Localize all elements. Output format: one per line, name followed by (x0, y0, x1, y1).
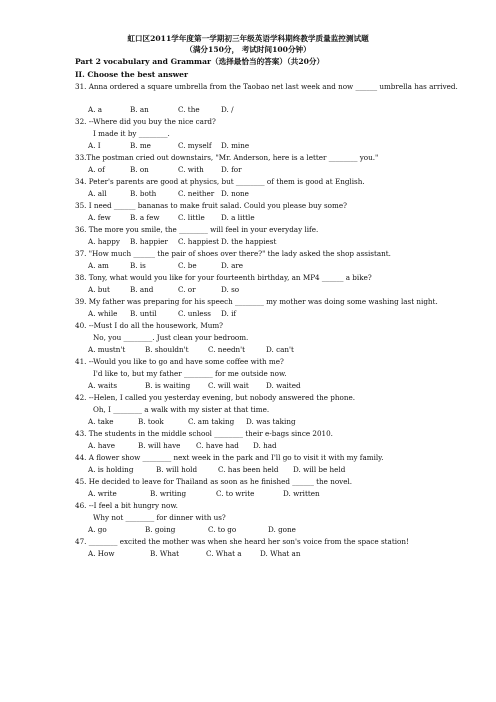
option-b[interactable]: B. and (130, 285, 154, 294)
question-33-stem: 33.The postman cried out downstairs, "Mr. Anderson, here is a letter ________ you." (75, 153, 379, 162)
question-45-stem: 45. He decided to leave for Thailand as soon as he finished ______ the novel. (75, 477, 353, 486)
question-42-stem: 42. --Helen, I called you yesterday evening, but nobody answered the phone. (75, 393, 356, 402)
option-d[interactable]: D. will be held (293, 465, 346, 474)
exam-subtitle: （满分150分， 考试时间100分钟） (185, 45, 311, 54)
option-c[interactable]: C. neither (178, 189, 215, 198)
option-c[interactable]: C. be (178, 261, 197, 270)
option-d[interactable]: D. / (221, 105, 234, 114)
option-b[interactable]: B. going (145, 525, 176, 534)
option-c[interactable]: C. has been held (218, 465, 279, 474)
option-c[interactable]: C. needn't (208, 345, 246, 354)
option-a[interactable]: A. few (88, 213, 111, 222)
option-d[interactable]: D. can't (266, 345, 294, 354)
option-c[interactable]: C. little (178, 213, 205, 222)
option-d[interactable]: D. so (221, 285, 240, 294)
option-d[interactable]: D. written (283, 489, 320, 498)
option-a[interactable]: A. while (88, 309, 118, 318)
question-44-stem: 44. A flower show ________ next week in the park and I'll go to visit it with my family. (75, 453, 384, 462)
question-46-stem: 46. --I feel a bit hungry now. (75, 501, 178, 510)
option-d[interactable]: D. the happiest (221, 237, 277, 246)
option-b[interactable]: B. writing (150, 489, 187, 498)
option-b[interactable]: B. shouldn't (145, 345, 189, 354)
option-d[interactable]: D. are (221, 261, 244, 270)
option-d[interactable]: D. What an (260, 549, 301, 558)
question-31-stem: 31. Anna ordered a square umbrella from the Taobao net last week and now ______ umbrella has arrived. (75, 82, 458, 91)
option-a[interactable]: A. write (88, 489, 117, 498)
option-c[interactable]: C. to write (216, 489, 255, 498)
option-a[interactable]: A. have (88, 441, 115, 450)
option-a[interactable]: A. happy (88, 237, 120, 246)
option-b[interactable]: B. took (138, 417, 164, 426)
option-b[interactable]: B. on (130, 165, 149, 174)
option-d[interactable]: D. none (221, 189, 249, 198)
question-40-response: No, you ________. Just clean your bedroom. (93, 333, 249, 342)
question-40-stem: 40. --Must I do all the housework, Mum? (75, 321, 224, 330)
option-d[interactable]: D. for (221, 165, 242, 174)
option-a[interactable]: A. go (88, 525, 107, 534)
option-c[interactable]: C. the (178, 105, 200, 114)
question-47-stem: 47. ________ excited the mother was when she heard her son's voice from the space station! (75, 537, 409, 546)
question-39-stem: 39. My father was preparing for his speech ________ my mother was doing some washing last night. (75, 297, 438, 306)
option-b[interactable]: B. happier (130, 237, 168, 246)
option-a[interactable]: A. am (88, 261, 109, 270)
section-heading: II. Choose the best answer (75, 70, 188, 79)
option-b[interactable]: B. a few (130, 213, 160, 222)
option-a[interactable]: A. I (88, 141, 101, 150)
option-d[interactable]: D. waited (266, 381, 301, 390)
option-a[interactable]: A. take (88, 417, 114, 426)
option-d[interactable]: D. had (253, 441, 277, 450)
option-a[interactable]: A. a (88, 105, 103, 114)
option-c[interactable]: C. What a (206, 549, 242, 558)
option-b[interactable]: B. is (130, 261, 146, 270)
question-36-stem: 36. The more you smile, the ________ will feel in your everyday life. (75, 225, 319, 234)
question-41-response: I'd like to, but my father ________ for me outside now. (93, 369, 287, 378)
question-43-stem: 43. The students in the middle school ________ their e-bags since 2010. (75, 429, 333, 438)
option-c[interactable]: C. will wait (208, 381, 249, 390)
part-heading: Part 2 vocabulary and Grammar（选择最恰当的答案）（共20分） (75, 57, 325, 66)
option-a[interactable]: A. but (88, 285, 110, 294)
option-b[interactable]: B. will have (138, 441, 181, 450)
option-a[interactable]: A. mustn't (88, 345, 126, 354)
option-b[interactable]: B. both (130, 189, 157, 198)
question-38-stem: 38. Tony, what would you like for your fourteenth birthday, an MP4 ______ a bike? (75, 273, 372, 282)
option-c[interactable]: C. or (178, 285, 196, 294)
question-32-response: I made it by ________. (93, 129, 170, 138)
option-c[interactable]: C. unless (178, 309, 211, 318)
option-a[interactable]: A. all (88, 189, 107, 198)
option-d[interactable]: D. gone (268, 525, 296, 534)
option-c[interactable]: C. have had (196, 441, 239, 450)
option-c[interactable]: C. happiest (178, 237, 220, 246)
option-a[interactable]: A. waits (88, 381, 118, 390)
option-b[interactable]: B. an (130, 105, 149, 114)
question-41-stem: 41. --Would you like to go and have some coffee with me? (75, 357, 284, 366)
option-b[interactable]: B. until (130, 309, 157, 318)
option-a[interactable]: A. How (88, 549, 115, 558)
option-b[interactable]: B. me (130, 141, 151, 150)
option-b[interactable]: B. is waiting (145, 381, 191, 390)
question-42-response: Oh, I ________ a walk with my sister at that time. (93, 405, 270, 414)
option-a[interactable]: A. is holding (88, 465, 134, 474)
question-46-response: Why not ________ for dinner with us? (93, 513, 226, 522)
option-c[interactable]: C. am taking (188, 417, 235, 426)
option-d[interactable]: D. mine (221, 141, 250, 150)
option-d[interactable]: D. if (221, 309, 237, 318)
option-d[interactable]: D. a little (221, 213, 255, 222)
question-35-stem: 35. I need ______ bananas to make fruit salad. Could you please buy some? (75, 201, 347, 210)
question-32-stem: 32. --Where did you buy the nice card? (75, 117, 216, 126)
option-a[interactable]: A. of (88, 165, 105, 174)
option-b[interactable]: B. What (150, 549, 180, 558)
option-d[interactable]: D. was taking (246, 417, 296, 426)
exam-title: 虹口区2011学年度第一学期初三年级英语学科期终教学质量监控测试题 (127, 34, 369, 43)
question-37-stem: 37. "How much ______ the pair of shoes over there?" the lady asked the shop assistant. (75, 249, 391, 258)
option-c[interactable]: C. with (178, 165, 204, 174)
option-c[interactable]: C. to go (208, 525, 237, 534)
question-34-stem: 34. Peter's parents are good at physics, but ________ of them is good at English. (75, 177, 365, 186)
option-b[interactable]: B. will hold (156, 465, 198, 474)
option-c[interactable]: C. myself (178, 141, 212, 150)
